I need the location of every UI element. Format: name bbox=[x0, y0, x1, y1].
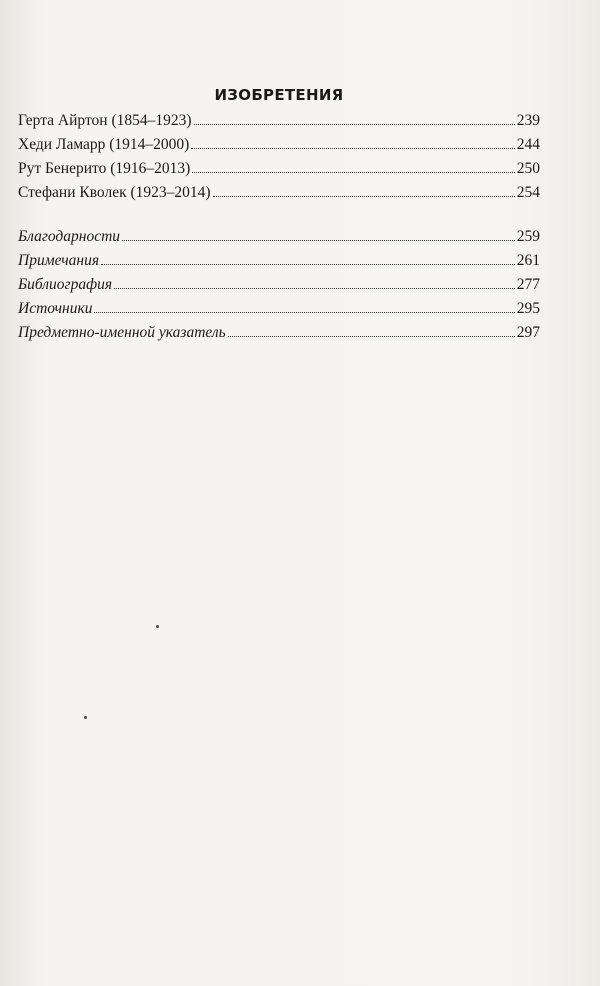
leader-dots bbox=[94, 312, 514, 313]
toc-entry-page: 261 bbox=[516, 252, 540, 269]
toc-entry-title: Хеди Ламарр (1914–2000) bbox=[18, 136, 190, 153]
toc-entry-title: Благодарности bbox=[18, 228, 121, 245]
toc-entry-page: 295 bbox=[516, 300, 540, 317]
toc-entry-page: 250 bbox=[516, 160, 540, 177]
leader-dots bbox=[191, 148, 514, 149]
toc-entry-page: 277 bbox=[516, 276, 540, 293]
toc-entry-title: Стефани Кволек (1923–2014) bbox=[18, 184, 211, 201]
leader-dots bbox=[122, 240, 515, 241]
toc-entry bbox=[18, 228, 540, 252]
toc-entry-title: Источники bbox=[18, 300, 93, 317]
toc-entry bbox=[18, 300, 540, 324]
print-speck bbox=[84, 716, 87, 719]
toc-entry bbox=[18, 252, 540, 276]
leader-dots bbox=[192, 172, 514, 173]
toc-entry bbox=[18, 276, 540, 300]
section-heading: ИЗОБРЕТЕНИЯ bbox=[214, 86, 344, 104]
toc-entry-title: Предметно-именной указатель bbox=[18, 324, 226, 341]
leader-dots bbox=[213, 196, 515, 197]
toc-entry bbox=[18, 136, 540, 160]
toc-entry-title: Рут Бенерито (1916–2013) bbox=[18, 160, 191, 177]
leader-dots bbox=[194, 124, 515, 125]
spacer bbox=[18, 208, 540, 228]
leader-dots bbox=[101, 264, 515, 265]
leader-dots bbox=[228, 336, 515, 337]
toc-entry-title: Примечания bbox=[18, 252, 100, 269]
toc-entry-title: Библиография bbox=[18, 276, 113, 293]
toc-entry bbox=[18, 160, 540, 184]
toc-entry bbox=[18, 184, 540, 208]
toc-entry-page: 244 bbox=[516, 136, 540, 153]
toc-entry-title: Герта Айртон (1854–1923) bbox=[18, 112, 192, 129]
leader-dots bbox=[114, 288, 515, 289]
print-speck bbox=[156, 625, 159, 628]
table-of-contents bbox=[18, 86, 540, 348]
toc-entry bbox=[18, 324, 540, 348]
toc-entry bbox=[18, 112, 540, 136]
toc-entry-page: 297 bbox=[516, 324, 540, 341]
toc-entry-page: 254 bbox=[516, 184, 540, 201]
toc-entry-page: 259 bbox=[516, 228, 540, 245]
toc-entry-page: 239 bbox=[516, 112, 540, 129]
